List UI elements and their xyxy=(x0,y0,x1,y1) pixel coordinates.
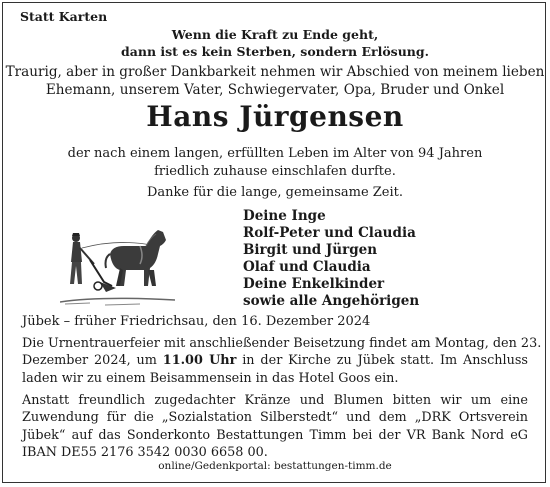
intro-line-1: Traurig, aber in großer Dankbarkeit nehmen wir Abschied von meinem lieben xyxy=(5,64,545,80)
mourners-list xyxy=(243,208,419,310)
horse-plough-illustration xyxy=(60,224,175,312)
intro-line-2: Ehemann, unserem Vater, Schwiegervater, Opa, Bruder und Onkel xyxy=(45,82,505,98)
funeral-line-1: Die Urnentrauerfeier mit anschließender Beisetzung findet am Montag, den 23. xyxy=(22,336,542,351)
mourner-4: Olaf und Claudia xyxy=(243,259,371,275)
funeral-line-2: Dezember 2024, um 11.00 Uhr in der Kirche zu Jübek statt. Im Anschluss xyxy=(22,353,528,369)
deceased-name: Hans Jürgensen xyxy=(146,100,404,133)
donation-line-3: Jübek“ auf das Sonderkonto Bestattungen Timm bei der VR Bank Nord eG xyxy=(22,427,528,443)
donation-line-1: Anstatt freundlich zugedachter Kränze und Blumen bitten wir um eine xyxy=(22,393,528,408)
donation-line-4: IBAN DE55 2176 3542 0030 6658 00. xyxy=(22,445,268,461)
life-line-1: der nach einem langen, erfüllten Leben im Alter von 94 Jahren xyxy=(67,146,483,161)
funeral-time: 11.00 Uhr xyxy=(162,353,237,369)
life-line-2: friedlich zuhause einschlafen durfte. xyxy=(154,164,396,179)
mourner-3: Birgit und Jürgen xyxy=(243,242,378,258)
motto-line-1: Wenn die Kraft zu Ende geht, xyxy=(171,27,379,42)
thanks-line: Danke für die lange, gemeinsame Zeit. xyxy=(146,185,404,200)
mourner-6: sowie alle Angehörigen xyxy=(243,293,420,309)
statt-karten-label: Statt Karten xyxy=(20,9,108,24)
mourner-2: Rolf-Peter und Claudia xyxy=(243,225,416,241)
donation-paragraph xyxy=(22,392,528,462)
motto-line-2: dann ist es kein Sterben, sondern Erlösung. xyxy=(121,44,429,59)
funeral-line-3: laden wir zu einem Beisammensein in das Hotel Goos ein. xyxy=(22,370,399,386)
funeral-paragraph xyxy=(22,335,542,387)
place-date-line: Jübek – früher Friedrichsau, den 16. Dezember 2024 xyxy=(22,314,371,329)
mourner-5: Deine Enkelkinder xyxy=(243,276,385,292)
footer-portal-link: online/Gedenkportal: bestattungen-timm.de xyxy=(158,460,392,472)
mourner-1: Deine Inge xyxy=(243,208,326,224)
donation-line-2: Zuwendung für die „Sozialstation Silberstedt“ und dem „DRK Ortsverein xyxy=(22,410,528,426)
